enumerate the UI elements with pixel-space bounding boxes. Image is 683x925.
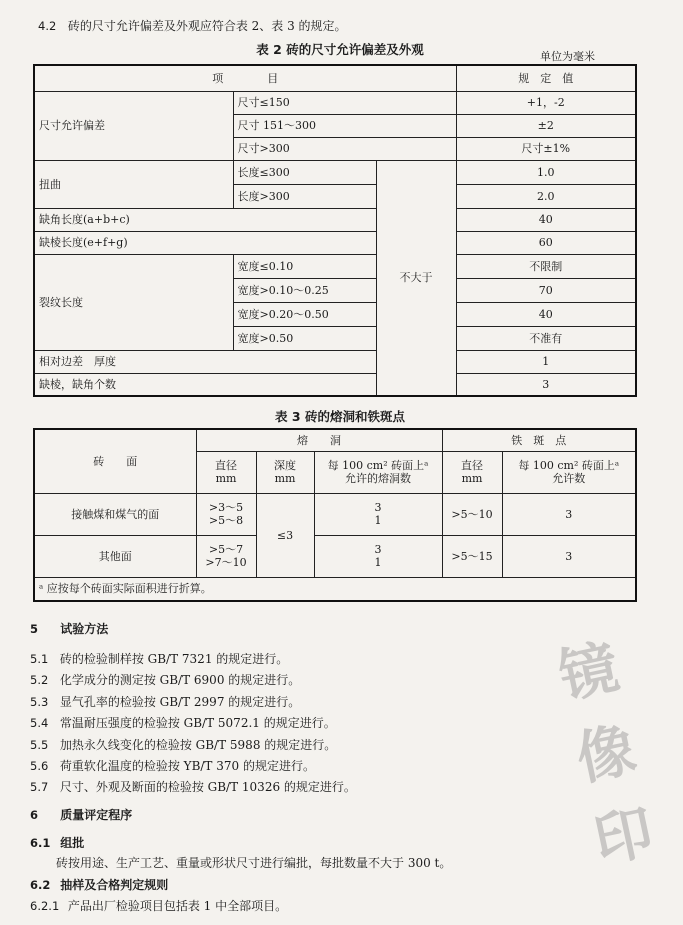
table2-value: +1，-2 — [456, 91, 636, 114]
header-unit: mm — [274, 472, 296, 485]
table3-hole-counts — [314, 493, 442, 535]
clause-number: 5.4 — [30, 716, 49, 731]
table3-value: >5～8 — [208, 514, 244, 527]
clause-text: 砖的尺寸允许偏差及外观应符合表 2、表 3 的规定。 — [67, 19, 347, 33]
table3-header-holes: 熔 洞 — [196, 429, 442, 451]
subsection-6-1-text: 砖按用途、生产工艺、重量或形状尺寸进行编批，每批数量不大于 300 t。 — [56, 856, 452, 870]
table2-cond: 宽度>0.50 — [233, 326, 376, 350]
table3-spot-diameter: >5～15 — [442, 535, 502, 577]
table2-caption: 表 2 砖的尺寸允许偏差及外观 — [256, 42, 424, 57]
table2-edge-missing-label: 缺棱长度(e+f+g) — [34, 231, 376, 254]
table2-value: 不准有 — [456, 326, 636, 350]
clause — [30, 651, 356, 672]
clause-number: 5.5 — [30, 737, 49, 752]
table3-value: >7～10 — [205, 556, 247, 569]
header-label: 深度 — [274, 459, 296, 472]
table3-header-diameter — [196, 451, 256, 493]
table2-group-crack: 裂纹长度 — [34, 254, 233, 350]
section-title: 试验方法 — [60, 622, 109, 636]
watermark-char: 镜 — [553, 632, 625, 712]
table3-value: 3 — [374, 501, 382, 514]
table3-header-face: 砖 面 — [34, 429, 196, 493]
table3-header-spots: 铁 斑 点 — [442, 429, 636, 451]
table2-cond: 长度>300 — [233, 184, 376, 208]
table2 — [33, 64, 637, 397]
table2-header-item: 项 目 — [34, 65, 456, 91]
table3-spot-count: 3 — [502, 535, 636, 577]
subsection-6-1-heading — [30, 834, 84, 851]
table2-cond: 长度≤300 — [233, 160, 376, 184]
clause-6-2-1 — [30, 898, 287, 914]
table3-value: 1 — [374, 556, 382, 569]
clause-text: 常温耐压强度的检验按 GB/T 5072.1 的规定进行。 — [59, 716, 336, 731]
table3-diameters — [196, 535, 256, 577]
clause-text: 化学成分的测定按 GB/T 6900 的规定进行。 — [59, 673, 301, 688]
table2-cond: 宽度>0.10～0.25 — [233, 278, 376, 302]
table3-spot-count: 3 — [502, 493, 636, 535]
table2-value: 40 — [456, 302, 636, 326]
table3-value: >5～7 — [208, 543, 244, 556]
table2-value: ±2 — [456, 114, 636, 137]
clause — [30, 758, 356, 779]
table3-face: 其他面 — [34, 535, 196, 577]
header-label: 每 100 cm² 砖面上ᵃ — [327, 459, 429, 472]
header-unit: mm — [461, 472, 483, 485]
table2-cond: 宽度>0.20～0.50 — [233, 302, 376, 326]
section-5-list — [30, 651, 356, 801]
table3-caption: 表 3 砖的熔洞和铁斑点 — [275, 409, 405, 424]
clause-number: 5.1 — [30, 652, 49, 666]
table2-count-label: 缺棱，缺角个数 — [34, 373, 376, 396]
clause-number: 5.7 — [30, 780, 49, 795]
section-number: 6.2 — [30, 878, 51, 892]
table3-face: 接触煤和煤气的面 — [34, 493, 196, 535]
section-6-heading — [30, 806, 132, 823]
intro-clause — [38, 18, 347, 34]
watermark-seal — [507, 615, 683, 910]
clause — [30, 737, 356, 758]
table2-value: 尺寸±1% — [456, 137, 636, 160]
table3-value: 1 — [374, 514, 382, 527]
table2-cond: 尺寸>300 — [233, 137, 456, 160]
table3-diameters — [196, 493, 256, 535]
table2-value: 40 — [456, 208, 636, 231]
table3 — [33, 428, 637, 602]
section-number: 6 — [30, 808, 39, 822]
table2-edge-diff-label: 相对边差 厚度 — [34, 350, 376, 373]
table2-value: 不限制 — [456, 254, 636, 278]
table3-header-spot-diameter — [442, 451, 502, 493]
watermark-char: 印 — [588, 797, 660, 876]
table2-unit: 单位为毫米 — [540, 50, 595, 63]
table3-header-depth — [256, 451, 314, 493]
clause-number: 4.2 — [38, 19, 57, 33]
section-5-heading — [30, 620, 108, 637]
table3-header-holes-per-area — [314, 451, 442, 493]
table3-value: 3 — [374, 543, 382, 556]
section-title: 组批 — [60, 836, 85, 850]
clause-number: 6.2.1 — [30, 899, 60, 913]
clause-number: 5.6 — [30, 758, 49, 773]
section-number: 6.1 — [30, 836, 51, 850]
table2-cond: 尺寸≤150 — [233, 91, 456, 114]
table3-value: >3～5 — [208, 501, 244, 514]
clause-number: 5.2 — [30, 673, 49, 688]
clause-text: 荷重软化温度的检验按 YB/T 370 的规定进行。 — [59, 758, 315, 773]
clause — [30, 779, 356, 800]
section-title: 质量评定程序 — [60, 808, 133, 822]
clause-text: 显气孔率的检验按 GB/T 2997 的规定进行。 — [59, 694, 301, 709]
table2-group-twist: 扭曲 — [34, 160, 233, 208]
table2-group-size: 尺寸允许偏差 — [34, 91, 233, 160]
table2-cond: 尺寸 151～300 — [233, 114, 456, 137]
table2-value: 1.0 — [456, 160, 636, 184]
header-label: 允许数 — [552, 472, 586, 485]
section-title: 抽样及合格判定规则 — [60, 878, 169, 892]
header-label: 每 100 cm² 砖面上ᵃ — [518, 459, 620, 472]
header-label: 直径 — [215, 459, 237, 472]
table3-spot-diameter: >5～10 — [442, 493, 502, 535]
table2-value: 2.0 — [456, 184, 636, 208]
table3-header-spots-per-area — [502, 451, 636, 493]
table2-value: 3 — [456, 373, 636, 396]
table2-cond: 宽度≤0.10 — [233, 254, 376, 278]
clause — [30, 672, 356, 693]
table3-footnote: ᵃ 应按每个砖面实际面积进行折算。 — [34, 577, 636, 601]
subsection-6-2-heading — [30, 876, 168, 893]
header-label: 直径 — [461, 459, 483, 472]
clause-text: 尺寸、外观及断面的检验按 GB/T 10326 的规定进行。 — [59, 780, 356, 795]
section-number: 5 — [30, 622, 39, 636]
table2-corner-missing-label: 缺角长度(a+b+c) — [34, 208, 376, 231]
table3-hole-counts — [314, 535, 442, 577]
table2-value: 70 — [456, 278, 636, 302]
header-unit: mm — [215, 472, 237, 485]
clause-text: 加热永久线变化的检验按 GB/T 5988 的规定进行。 — [59, 737, 337, 752]
clause — [30, 694, 356, 715]
clause — [30, 715, 356, 736]
header-label: 允许的熔洞数 — [345, 472, 411, 485]
table2-value: 1 — [456, 350, 636, 373]
table2-not-greater: 不大于 — [376, 160, 456, 396]
clause-number: 5.3 — [30, 694, 49, 709]
table2-header-value: 规 定 值 — [456, 65, 636, 91]
table3-depth: ≤3 — [256, 493, 314, 577]
watermark-char: 像 — [570, 714, 642, 794]
clause-text: 产品出厂检验项目包括表 1 中全部项目。 — [67, 899, 288, 913]
clause-text: 砖的检验制样按 GB/T 7321 的规定进行。 — [59, 652, 289, 666]
table2-value: 60 — [456, 231, 636, 254]
